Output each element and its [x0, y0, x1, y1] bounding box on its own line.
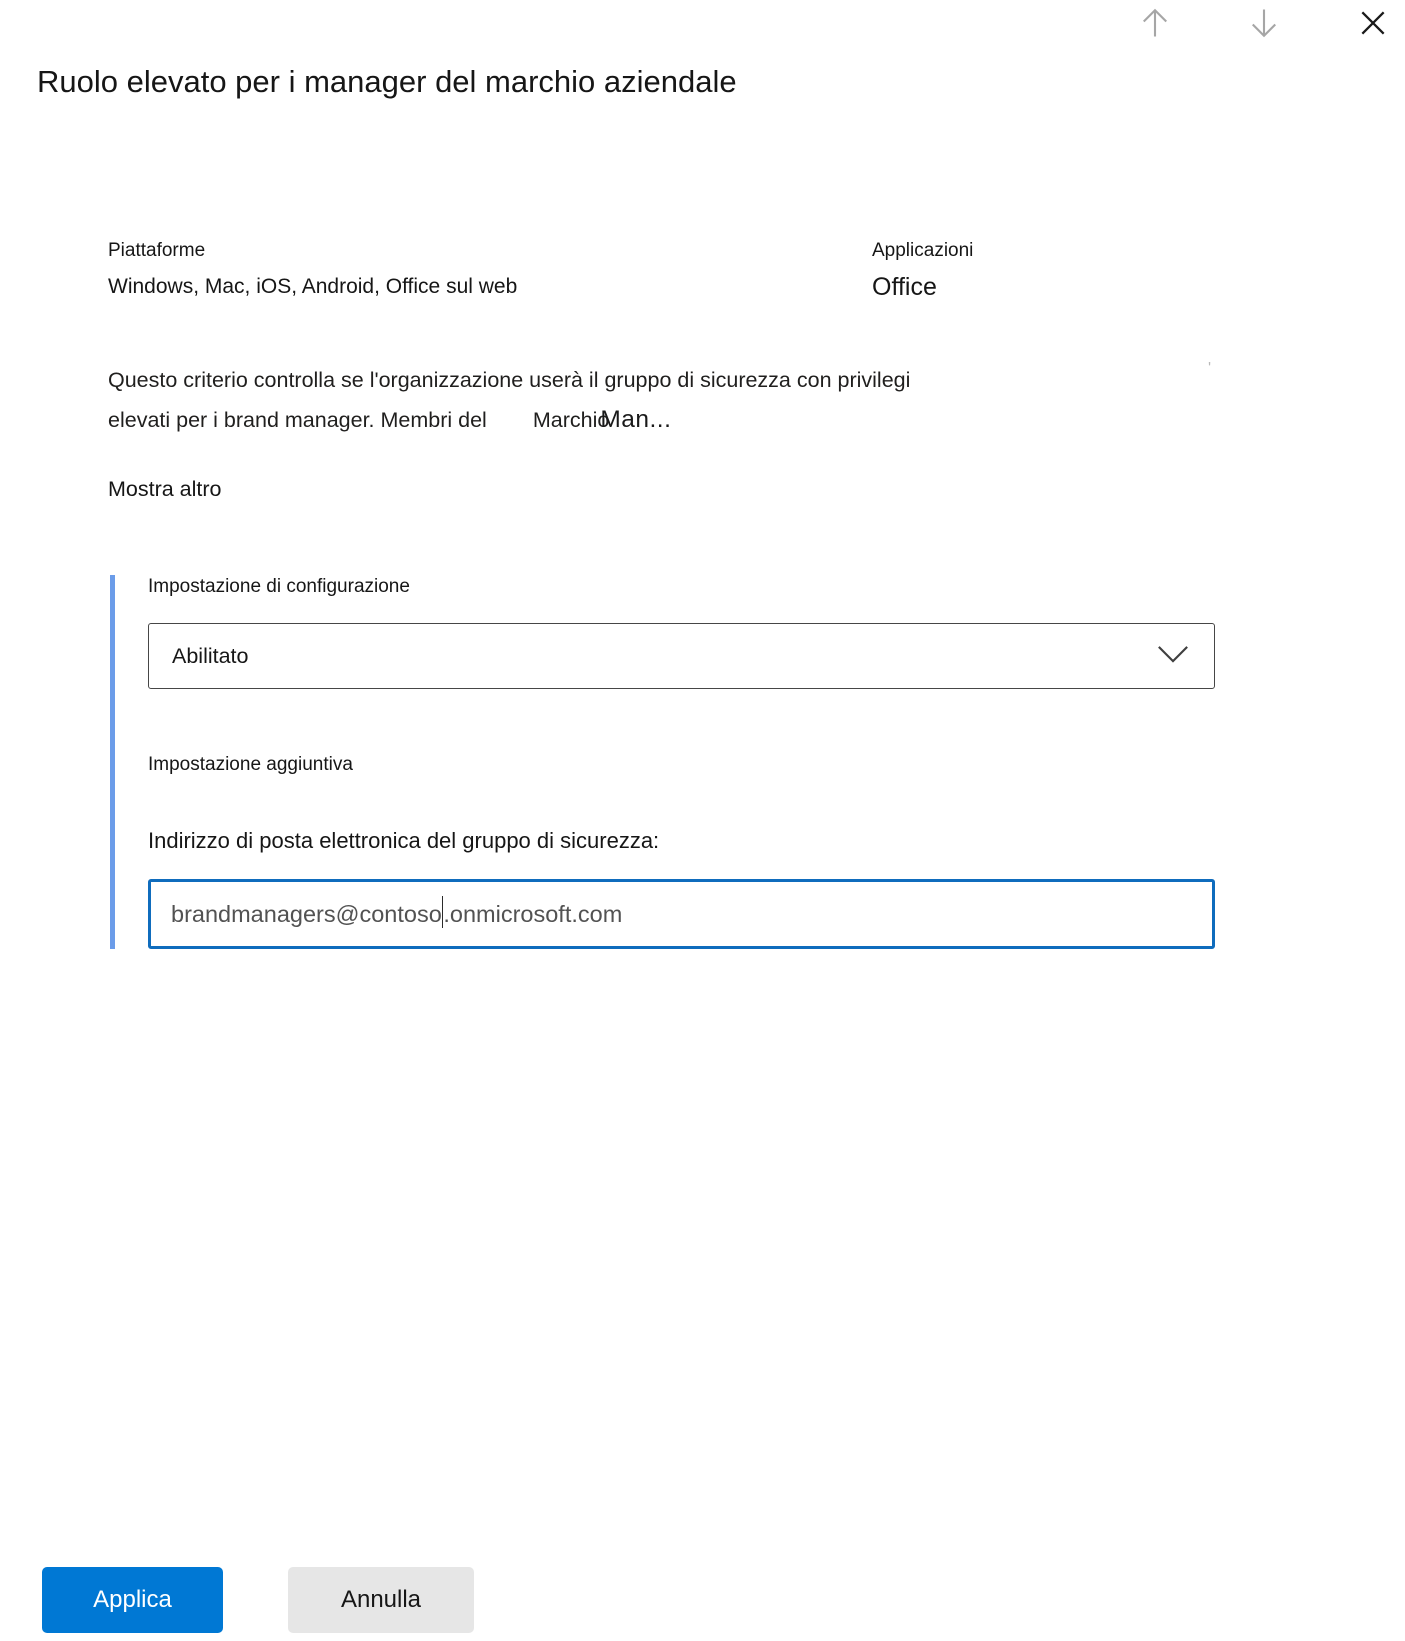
security-group-email-label: Indirizzo di posta elettronica del gruppo di sicurezza:: [148, 828, 660, 853]
description-line-2: [108, 400, 1248, 440]
additional-setting-label: Impostazione aggiuntiva: [148, 754, 353, 775]
move-down-button[interactable]: [1245, 2, 1283, 44]
show-more-link[interactable]: Mostra altro: [108, 477, 222, 501]
policy-description: [108, 360, 1248, 440]
apply-button[interactable]: Applica: [42, 1567, 223, 1633]
chevron-down-icon: [1156, 642, 1190, 671]
security-group-email-input[interactable]: [148, 879, 1215, 949]
email-value-before-cursor: brandmanagers@contoso: [171, 900, 442, 927]
close-icon: [1357, 7, 1389, 39]
settings-section: [110, 575, 1220, 949]
arrow-down-icon: [1246, 4, 1282, 42]
description-overlay-text: Man...: [600, 406, 672, 433]
close-button[interactable]: [1354, 2, 1392, 44]
platforms-label: Piattaforme: [108, 240, 206, 261]
applications-label: Applicazioni: [872, 240, 974, 261]
applications-block: [872, 239, 973, 302]
config-setting-label: Impostazione di configurazione: [148, 576, 410, 597]
description-line-1: Questo criterio controlla se l'organizzazione userà il gruppo di sicurezza con privilegi: [108, 368, 911, 392]
description-line-2-prefix: elevati per i brand manager. Membri del: [108, 408, 487, 432]
platforms-block: [108, 239, 517, 299]
flyout-nav-icons: [1136, 2, 1392, 44]
arrow-up-icon: [1137, 4, 1173, 42]
applications-value: Office: [872, 273, 937, 301]
config-setting-dropdown[interactable]: [148, 623, 1215, 689]
description-translated-word: Marchio: [532, 408, 610, 432]
cancel-button[interactable]: Annulla: [288, 1567, 474, 1633]
email-value-after-cursor: .onmicrosoft.com: [443, 900, 623, 927]
stray-mark: ': [1208, 360, 1212, 377]
platforms-value: Windows, Mac, iOS, Android, Office sul web: [108, 275, 518, 298]
page-title: Ruolo elevato per i manager del marchio aziendale: [37, 64, 737, 99]
move-up-button[interactable]: [1136, 2, 1174, 44]
dropdown-selected-value: Abilitato: [172, 643, 249, 668]
